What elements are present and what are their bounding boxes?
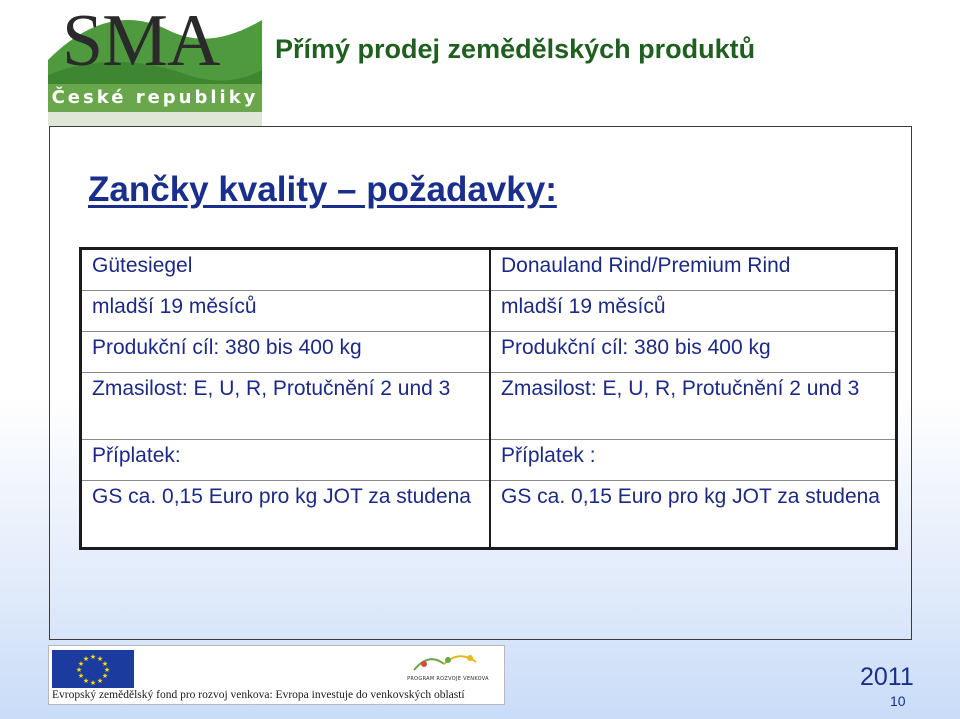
table-row [81, 481, 897, 549]
table-cell-right: GS ca. 0,15 Euro pro kg JOT za studena [490, 481, 897, 549]
quality-requirements-table [79, 247, 898, 550]
section-subtitle: Zančky kvality – požadavky: [88, 170, 557, 209]
page-title: Přímý prodej zemědělských produktů [275, 34, 756, 64]
table-row [81, 249, 897, 291]
svg-text:★: ★ [75, 666, 83, 674]
svg-text:★: ★ [89, 679, 97, 687]
svg-text:★: ★ [101, 672, 109, 680]
table-row [81, 291, 897, 332]
table-cell-right: Zmasilost: E, U, R, Protučnění 2 und 3 [490, 373, 897, 440]
svg-text:★: ★ [82, 655, 90, 663]
sma-logo [48, 0, 262, 126]
table-cell-left: Produkční cíl: 380 bis 400 kg [81, 332, 491, 373]
svg-text:★: ★ [96, 677, 104, 685]
footer-caption: Evropský zemědělský fond pro rozvoj venkova: Evropa investuje do venkovských oblastí [52, 689, 465, 701]
svg-text:★: ★ [77, 660, 85, 668]
table-cell-right: Příplatek : [490, 440, 897, 481]
svg-text:★: ★ [82, 677, 90, 685]
logo-tagline: České republiky [48, 84, 262, 112]
year-label: 2011 [860, 663, 914, 691]
svg-text:★: ★ [89, 653, 97, 661]
table-row [81, 440, 897, 481]
table-row [81, 332, 897, 373]
program-label: PROGRAM ROZVOJE VENKOVA [407, 676, 489, 682]
footer-logo-strip [48, 645, 505, 705]
table-cell-left: Zmasilost: E, U, R, Protučnění 2 und 3 [81, 373, 491, 440]
table-row [81, 373, 897, 440]
table-cell-right: Produkční cíl: 380 bis 400 kg [490, 332, 897, 373]
svg-text:★: ★ [96, 655, 104, 663]
logo-wordmark: SMA [62, 0, 220, 82]
page-number: 10 [890, 693, 906, 709]
table-cell-left: GS ca. 0,15 Euro pro kg JOT za studena [81, 481, 491, 549]
svg-text:★: ★ [77, 672, 85, 680]
eu-flag-icon [52, 650, 134, 688]
svg-text:★: ★ [103, 666, 111, 674]
table-cell-right: Donauland Rind/Premium Rind [490, 249, 897, 291]
table-cell-left: mladší 19 měsíců [81, 291, 491, 332]
table-cell-left: Příplatek: [81, 440, 491, 481]
logo-bottom-strip [48, 112, 262, 126]
svg-text:★: ★ [101, 660, 109, 668]
table-cell-left: Gütesiegel [81, 249, 491, 291]
table-cell-right: mladší 19 měsíců [490, 291, 897, 332]
